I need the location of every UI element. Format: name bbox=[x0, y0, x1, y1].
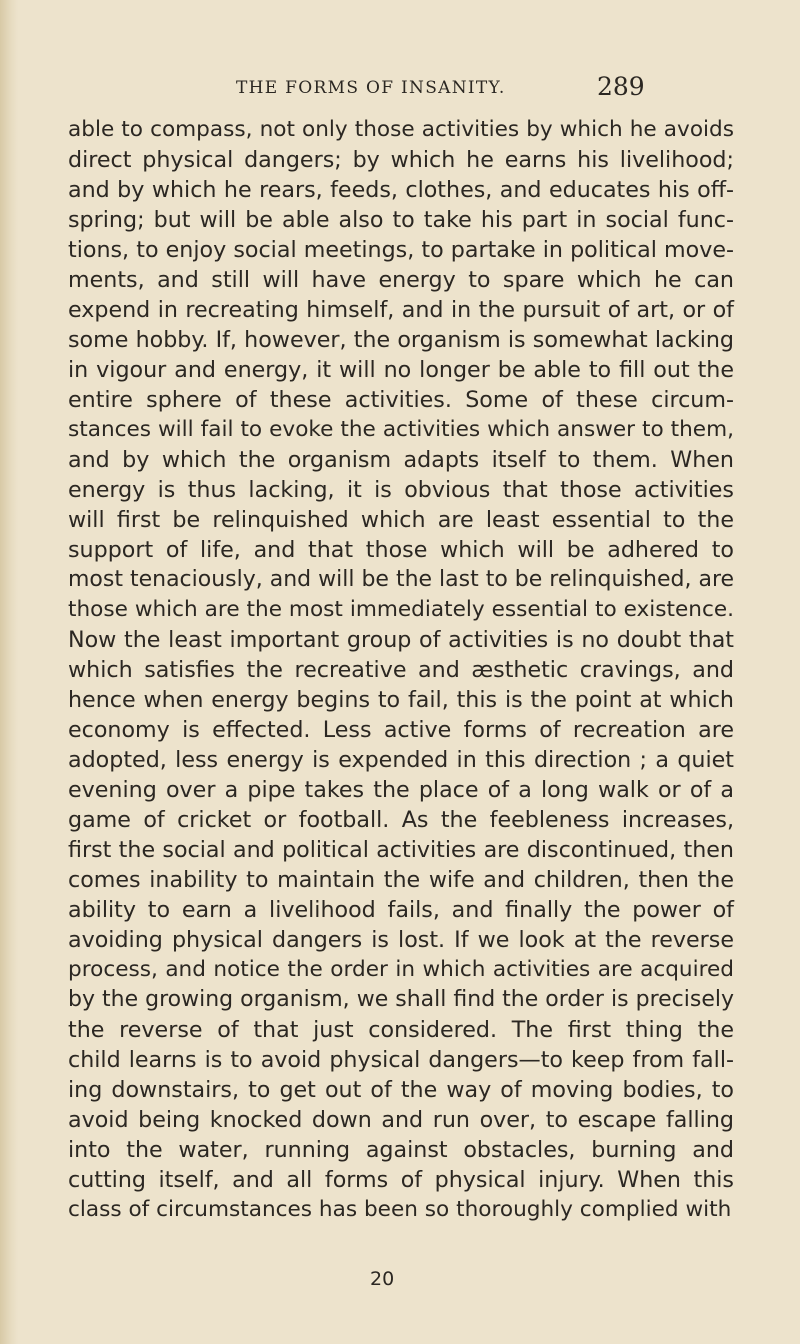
text-line: class of circumstances has been so thoroughly complied with bbox=[68, 1197, 732, 1222]
text-line: cutting itself, and all forms of physical injury. When this bbox=[68, 1167, 734, 1193]
text-line: avoid being knocked down and run over, to escape falling bbox=[68, 1107, 734, 1133]
text-line: direct physical dangers; by which he earns his livelihood; bbox=[68, 147, 734, 173]
signature-mark: 20 bbox=[370, 1268, 395, 1290]
text-line: evening over a pipe takes the place of a long walk or of a bbox=[68, 777, 734, 803]
text-line: ments, and still will have energy to spare which he can bbox=[68, 267, 734, 293]
text-line: ing downstairs, to get out of the way of moving bodies, to bbox=[68, 1077, 734, 1103]
text-line: hence when energy begins to fail, this is the point at which bbox=[68, 687, 734, 713]
page-header bbox=[0, 72, 800, 106]
text-line: the reverse of that just considered. The first thing the bbox=[68, 1017, 734, 1043]
text-line: and by which the organism adapts itself to them. When bbox=[68, 447, 734, 473]
text-line: will first be relinquished which are least essential to the bbox=[68, 507, 734, 533]
text-line: tions, to enjoy social meetings, to partake in political move- bbox=[68, 237, 734, 263]
text-line: those which are the most immediately essential to existence. bbox=[68, 597, 734, 622]
page-number: 289 bbox=[597, 72, 645, 101]
running-head: THE FORMS OF INSANITY. bbox=[236, 78, 506, 98]
text-line: expend in recreating himself, and in the pursuit of art, or of bbox=[68, 297, 734, 323]
text-line: by the growing organism, we shall find the order is precisely bbox=[68, 987, 734, 1012]
text-line: game of cricket or football. As the feebleness increases, bbox=[68, 807, 734, 833]
text-line: comes inability to maintain the wife and children, then the bbox=[68, 867, 734, 893]
text-line: some hobby. If, however, the organism is somewhat lacking bbox=[68, 327, 734, 353]
text-line: entire sphere of these activities. Some of these circum- bbox=[68, 387, 734, 413]
text-line: energy is thus lacking, it is obvious that those activities bbox=[68, 477, 734, 503]
text-line: child learns is to avoid physical dangers—to keep from fall- bbox=[68, 1047, 734, 1073]
text-line: avoiding physical dangers is lost. If we look at the reverse bbox=[68, 927, 734, 953]
text-line: in vigour and energy, it will no longer be able to fill out the bbox=[68, 357, 734, 383]
text-line: process, and notice the order in which activities are acquired bbox=[68, 957, 734, 982]
text-line: most tenaciously, and will be the last to be relinquished, are bbox=[68, 567, 735, 592]
text-line: support of life, and that those which will be adhered to bbox=[68, 537, 734, 563]
page-edge-shadow bbox=[0, 0, 18, 1344]
text-line: economy is effected. Less active forms of recreation are bbox=[68, 717, 734, 743]
text-line: into the water, running against obstacles, burning and bbox=[68, 1137, 734, 1163]
text-line: first the social and political activities are discontinued, then bbox=[68, 837, 734, 863]
text-line: and by which he rears, feeds, clothes, and educates his off- bbox=[68, 177, 734, 203]
text-line: spring; but will be able also to take his part in social func- bbox=[68, 207, 734, 233]
text-line: which satisfies the recreative and æsthetic cravings, and bbox=[68, 657, 734, 683]
body-text bbox=[68, 115, 734, 1225]
text-line: Now the least important group of activities is no doubt that bbox=[68, 627, 734, 653]
text-line: ability to earn a livelihood fails, and finally the power of bbox=[68, 897, 734, 923]
text-line: stances will fail to evoke the activities which answer to them, bbox=[68, 417, 734, 442]
text-line: adopted, less energy is expended in this direction ; a quiet bbox=[68, 747, 734, 773]
text-line: able to compass, not only those activities by which he avoids bbox=[68, 117, 734, 142]
